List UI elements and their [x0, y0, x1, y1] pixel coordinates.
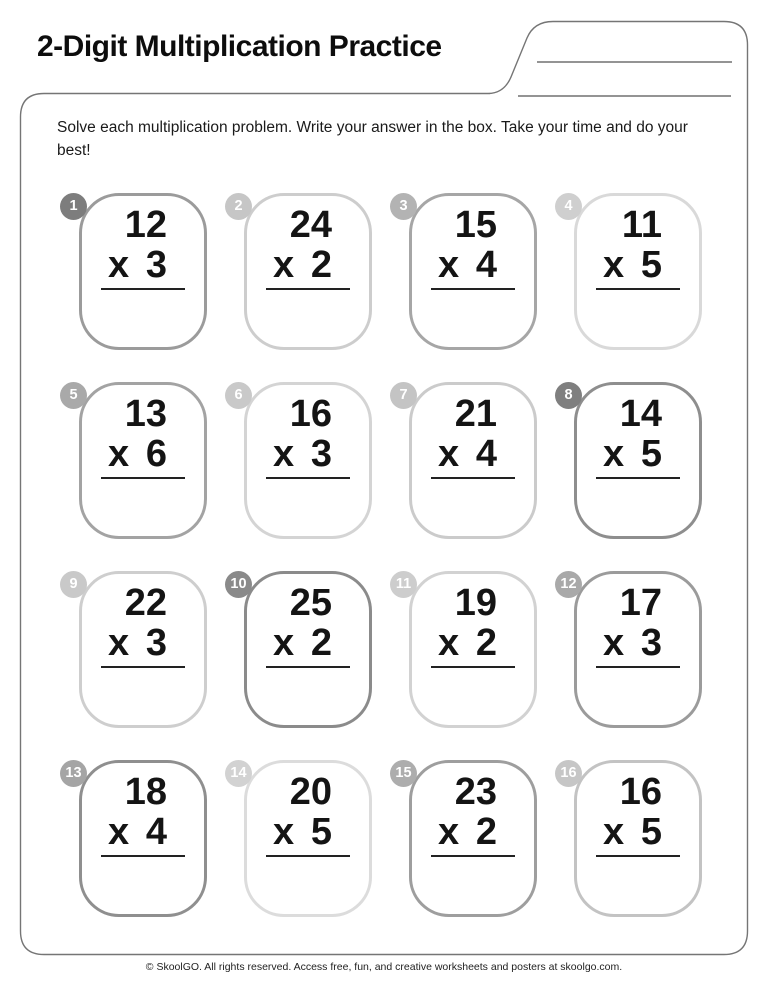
problem-number-badge — [60, 193, 87, 220]
multiplication-problem — [431, 772, 515, 905]
multiplier-row — [266, 623, 350, 668]
answer-box[interactable] — [596, 668, 680, 716]
multiply-sign: x — [438, 811, 460, 853]
multiplier: 6 — [145, 433, 167, 475]
multiplier-row — [431, 623, 515, 668]
multiply-sign: x — [603, 244, 625, 286]
problem-card[interactable] — [395, 760, 537, 917]
multiplication-problem — [101, 583, 185, 716]
problem-card[interactable] — [564, 382, 702, 539]
multiply-sign: x — [438, 244, 460, 286]
footer-copyright: © SkoolGO. All rights reserved. Access free, fun, and creative worksheets and posters at skoolgo.com. — [145, 961, 623, 973]
answer-box[interactable] — [266, 857, 350, 905]
multiplier: 2 — [310, 244, 332, 286]
multiplier: 3 — [145, 622, 167, 664]
problem-number: 6 — [234, 387, 243, 404]
multiplier: 4 — [145, 811, 167, 853]
problem-number: 12 — [560, 576, 577, 593]
problem-number-badge — [60, 760, 87, 787]
multiplier: 5 — [640, 811, 662, 853]
answer-box[interactable] — [266, 290, 350, 338]
multiply-sign: x — [603, 811, 625, 853]
multiplicand: 12 — [124, 204, 167, 246]
multiplication-problem — [266, 583, 350, 716]
problem-card[interactable] — [69, 571, 207, 728]
multiplier-row — [596, 623, 680, 668]
problem-number-badge — [60, 382, 87, 409]
multiplicand: 19 — [454, 582, 497, 624]
multiplier-row — [266, 434, 350, 479]
problem-number-badge — [225, 571, 252, 598]
multiply-sign: x — [108, 244, 130, 286]
multiplicand: 20 — [289, 771, 332, 813]
multiplicand: 11 — [621, 204, 662, 246]
multiplicand: 14 — [619, 393, 662, 435]
multiplier: 2 — [475, 622, 497, 664]
problem-number-badge — [390, 382, 417, 409]
answer-box[interactable] — [101, 290, 185, 338]
problem-number-badge — [390, 571, 417, 598]
multiplication-problem — [596, 205, 680, 338]
multiplication-problem — [101, 205, 185, 338]
multiply-sign: x — [108, 811, 130, 853]
multiply-sign: x — [273, 622, 295, 664]
multiplier-row — [431, 434, 515, 479]
problem-number-badge — [225, 193, 252, 220]
multiplicand: 22 — [124, 582, 167, 624]
problem-card[interactable] — [234, 382, 372, 539]
multiply-sign: x — [273, 244, 295, 286]
problem-number: 16 — [560, 765, 577, 782]
multiplication-problem — [101, 772, 185, 905]
answer-box[interactable] — [266, 479, 350, 527]
problem-number-badge — [390, 193, 417, 220]
multiplication-problem — [266, 772, 350, 905]
multiplier-row — [596, 812, 680, 857]
problem-card[interactable] — [69, 382, 207, 539]
problem-number-badge — [555, 382, 582, 409]
multiplication-problem — [431, 583, 515, 716]
multiply-sign: x — [438, 433, 460, 475]
multiplier-row — [101, 434, 185, 479]
problem-card[interactable] — [230, 571, 372, 728]
multiplication-problem — [596, 394, 680, 527]
problem-number-badge — [555, 571, 582, 598]
multiplicand: 24 — [289, 204, 332, 246]
problem-card[interactable] — [230, 760, 372, 917]
problem-number: 4 — [564, 198, 573, 215]
multiplier: 3 — [310, 433, 332, 475]
multiplier: 3 — [145, 244, 167, 286]
multiplier: 5 — [310, 811, 332, 853]
multiplication-problem — [101, 394, 185, 527]
multiplication-problem — [266, 205, 350, 338]
answer-box[interactable] — [101, 857, 185, 905]
multiplier: 3 — [640, 622, 662, 664]
answer-box[interactable] — [431, 668, 515, 716]
answer-box[interactable] — [101, 668, 185, 716]
problem-number-badge — [555, 760, 582, 787]
multiplier: 4 — [475, 433, 497, 475]
multiplier-row — [431, 245, 515, 290]
multiplier: 4 — [475, 244, 497, 286]
problem-number-badge — [225, 760, 252, 787]
page-title: 2-Digit Multiplication Practice — [37, 30, 442, 63]
multiplication-problem — [596, 772, 680, 905]
problem-card[interactable] — [399, 382, 537, 539]
answer-box[interactable] — [431, 479, 515, 527]
multiplicand: 18 — [124, 771, 167, 813]
answer-box[interactable] — [101, 479, 185, 527]
multiplier: 5 — [640, 433, 662, 475]
multiply-sign: x — [603, 622, 625, 664]
multiplicand: 16 — [619, 771, 662, 813]
answer-box[interactable] — [431, 290, 515, 338]
multiplier-row — [266, 245, 350, 290]
problem-card[interactable] — [69, 193, 207, 350]
multiplication-problem — [431, 205, 515, 338]
problem-number: 15 — [395, 765, 412, 782]
problem-number-badge — [555, 193, 582, 220]
problem-number-badge — [390, 760, 417, 787]
answer-box[interactable] — [431, 857, 515, 905]
multiplier-row — [596, 245, 680, 290]
problem-number: 10 — [230, 576, 247, 593]
problem-number: 7 — [399, 387, 408, 404]
problem-number: 5 — [69, 387, 78, 404]
multiply-sign: x — [108, 622, 130, 664]
multiplication-problem — [431, 394, 515, 527]
problem-card[interactable] — [65, 760, 207, 917]
multiplier-row — [431, 812, 515, 857]
multiplicand: 16 — [289, 393, 332, 435]
problem-number: 9 — [69, 576, 78, 593]
problem-card[interactable] — [560, 571, 702, 728]
multiply-sign: x — [273, 811, 295, 853]
problem-number-badge — [225, 382, 252, 409]
answer-box[interactable] — [596, 290, 680, 338]
multiplier-row — [101, 812, 185, 857]
multiply-sign: x — [438, 622, 460, 664]
multiply-sign: x — [108, 433, 130, 475]
multiplication-problem — [596, 583, 680, 716]
multiplier: 2 — [475, 811, 497, 853]
multiplier: 2 — [310, 622, 332, 664]
multiplicand: 25 — [289, 582, 332, 624]
multiplier-row — [101, 245, 185, 290]
multiplier: 5 — [640, 244, 662, 286]
multiplicand: 23 — [454, 771, 497, 813]
multiplier-row — [101, 623, 185, 668]
problem-card[interactable] — [399, 193, 537, 350]
problem-number: 13 — [65, 765, 82, 782]
multiplication-problem — [266, 394, 350, 527]
problem-card[interactable] — [395, 571, 537, 728]
problem-number: 14 — [230, 765, 247, 782]
multiplier-row — [596, 434, 680, 479]
problem-number-badge — [60, 571, 87, 598]
multiplicand: 21 — [454, 393, 497, 435]
multiply-sign: x — [603, 433, 625, 475]
problem-card[interactable] — [560, 760, 702, 917]
answer-box[interactable] — [266, 668, 350, 716]
problems-grid — [65, 193, 702, 917]
problem-number: 8 — [564, 387, 573, 404]
problem-number: 11 — [395, 576, 412, 593]
answer-box[interactable] — [596, 857, 680, 905]
problem-number: 2 — [234, 198, 243, 215]
multiply-sign: x — [273, 433, 295, 475]
multiplier-row — [266, 812, 350, 857]
answer-box[interactable] — [596, 479, 680, 527]
multiplicand: 13 — [124, 393, 167, 435]
multiplicand: 17 — [619, 582, 662, 624]
multiplicand: 15 — [454, 204, 497, 246]
instructions-text: Solve each multiplication problem. Write your answer in the box. Take your time and do your best! — [57, 119, 688, 159]
problem-card[interactable] — [564, 193, 702, 350]
problem-card[interactable] — [234, 193, 372, 350]
problem-number: 1 — [69, 198, 78, 215]
problem-number: 3 — [399, 198, 408, 215]
